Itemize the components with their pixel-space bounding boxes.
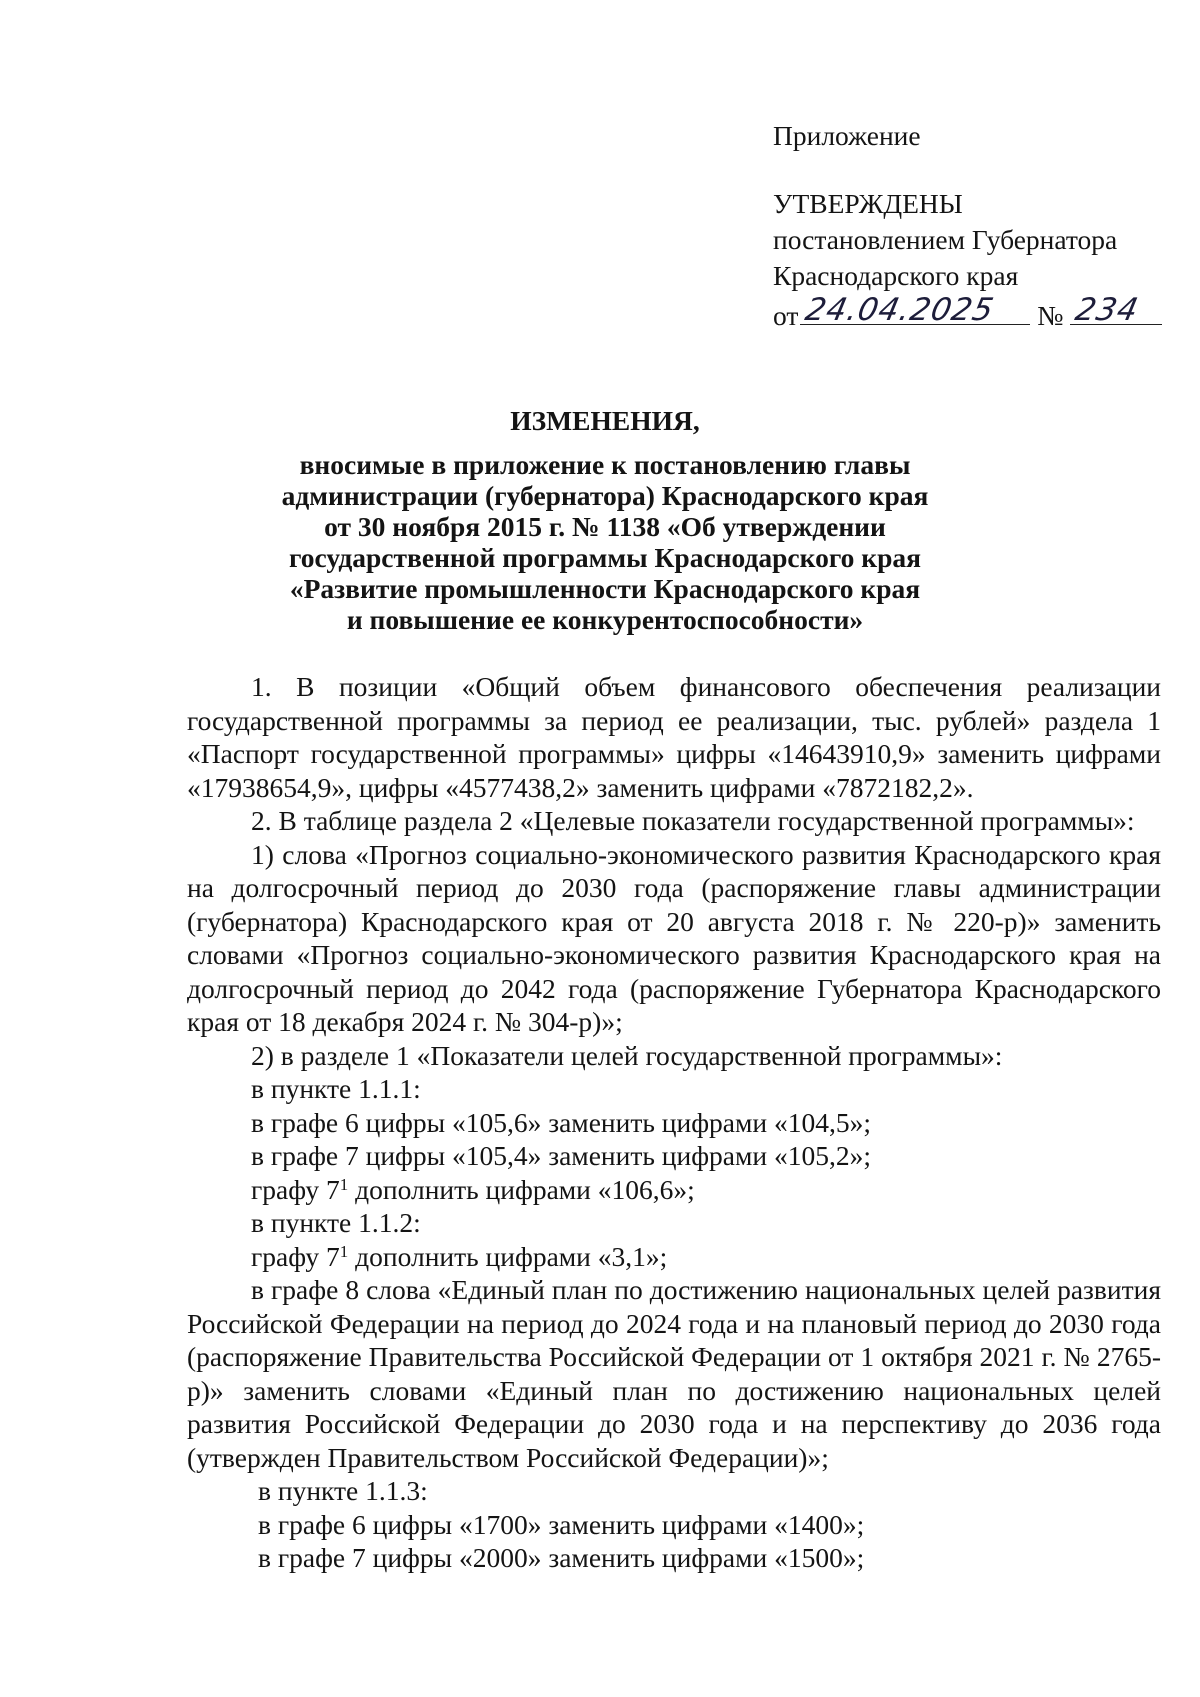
approval-block <box>773 118 1173 334</box>
approved-label: УТВЕРЖДЕНЫ <box>773 188 963 219</box>
number-prefix: № <box>1037 300 1064 331</box>
handwritten-date: 24.04.2025 <box>802 292 998 328</box>
title-line-2: администрации (губернатора) Краснодарского края <box>281 480 929 511</box>
document-body <box>187 670 1161 1575</box>
paragraph-5: в пункте 1.1.1: <box>251 1073 421 1104</box>
title-heading: ИЗМЕНЕНИЯ, <box>510 405 700 436</box>
title-line-1: вносимые в приложение к постановлению главы <box>299 449 911 480</box>
date-number-line <box>773 294 1173 334</box>
approved-by-line-2: Краснодарского края <box>773 260 1019 291</box>
paragraph-6: в графе 6 цифры «105,6» заменить цифрами «104,5»; <box>251 1106 871 1138</box>
paragraph-10-start: графу 7 <box>251 1240 340 1272</box>
title-line-6: и повышение ее конкурентоспособности» <box>346 604 864 635</box>
superscript: 1 <box>339 1241 349 1261</box>
paragraph-7: в графе 7 цифры «105,4» заменить цифрами «105,2»; <box>251 1140 871 1171</box>
date-field <box>800 292 1030 328</box>
superscript: 1 <box>339 1174 349 1194</box>
paragraph-10 <box>187 1240 1161 1274</box>
paragraph-13: в графе 6 цифры «1700» заменить цифрами «1400»; <box>258 1508 865 1540</box>
paragraph-11: в графе 8 слова «Единый план по достижению национальных целей развития Российской Федерации на период до 2024 года и на плановый период до 2030 года (распоряжение Правительства Российской Федерации от 1 октября 2021 г. № 2765-р)» заменить словами «Единый план по достижению национальных целей развития Российской Федерации до 2030 года и на перспективу до 2036 года (утвержден Правительством Российской Федерации)»; <box>187 1274 1161 1473</box>
approved-by-line-1: постановлением Губернатора <box>773 224 1118 255</box>
paragraph-2: 2. В таблице раздела 2 «Целевые показатели государственной программы»: <box>251 805 1135 836</box>
paragraph-9: в пункте 1.1.2: <box>251 1207 421 1238</box>
paragraph-14: в графе 7 цифры «2000» заменить цифрами «1500»; <box>258 1542 865 1573</box>
paragraph-3: 1) слова «Прогноз социально-экономического развития Краснодарского края на долгосрочный период до 2030 года (распоряжение главы администрации (губернатора) Краснодарского края от 20 августа 2018 г. № 220-р)» заменить словами «Прогноз социально-экономического развития Краснодарского края на долгосрочный период до 2042 года (распоряжение Губернатора Краснодарского края от 18 декабря 2024 г. № 304-р)»; <box>187 838 1161 1037</box>
paragraph-1: 1. В позиции «Общий объем финансового обеспечения реализации государственной программы за период ее реализации, тыс. рублей» раздела 1 «Паспорт государственной программы» цифры «14643910,9» заменить цифрами «17938654,9», цифры «4577438,2» заменить цифрами «7872182,2». <box>187 671 1161 803</box>
paragraph-10-end: дополнить цифрами «3,1»; <box>348 1240 668 1272</box>
document-title <box>150 405 1060 635</box>
title-line-3: от 30 ноября 2015 г. № 1138 «Об утверждении <box>324 511 886 542</box>
title-line-4: государственной программы Краснодарского края <box>288 542 922 573</box>
appendix-label: Приложение <box>773 120 921 151</box>
title-line-5: «Развитие промышленности Краснодарского края <box>289 573 921 604</box>
paragraph-8-end: дополнить цифрами «106,6»; <box>348 1173 695 1205</box>
handwritten-number: 234 <box>1071 292 1142 328</box>
date-prefix: от <box>773 300 799 331</box>
paragraph-8-start: графу 7 <box>251 1173 340 1205</box>
paragraph-8 <box>187 1173 1161 1207</box>
number-field <box>1070 292 1162 328</box>
paragraph-12: в пункте 1.1.3: <box>258 1475 428 1506</box>
paragraph-4: 2) в разделе 1 «Показатели целей государственной программы»: <box>251 1039 1003 1071</box>
